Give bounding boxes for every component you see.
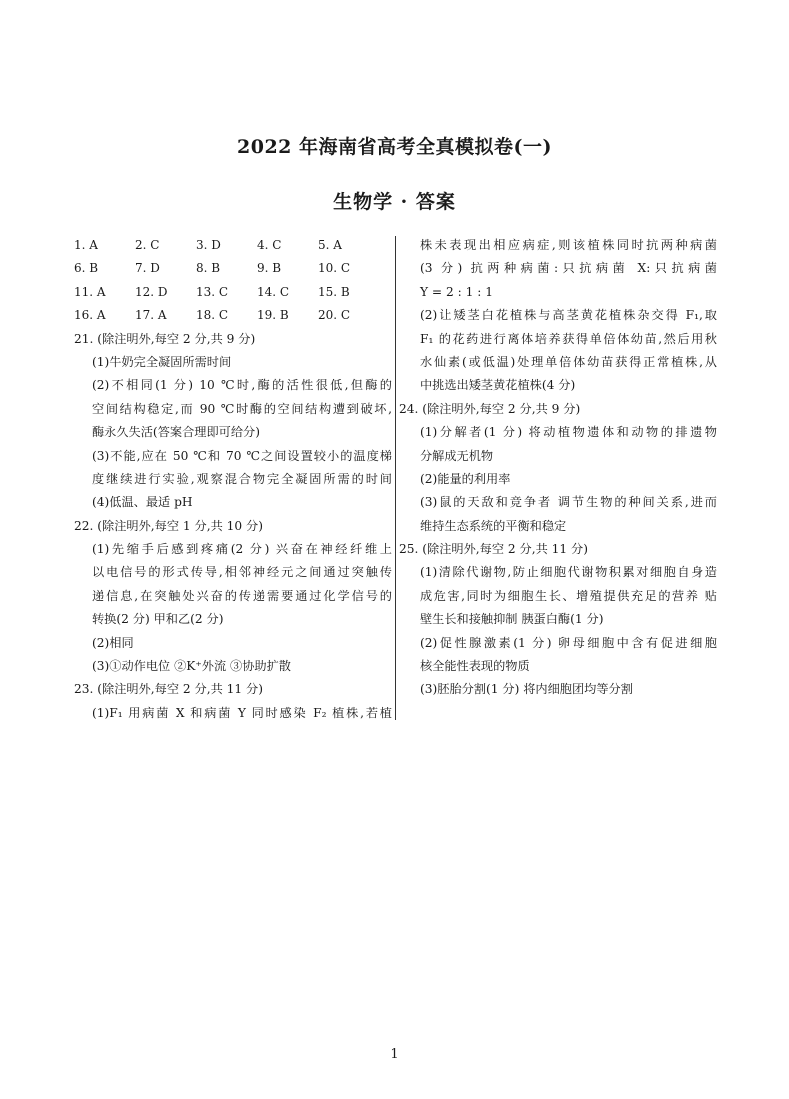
answer-line: (1)清除代谢物,防止细胞代谢物积累对细胞自身造	[420, 565, 717, 580]
mc-answer: 6. B	[74, 261, 99, 276]
answer-line: Y = 2 : 1 : 1	[420, 284, 493, 299]
answer-line: (3 分) 抗两种病菌:只抗病菌 X:只抗病菌	[420, 261, 717, 276]
answer-line: (3)①动作电位 ②K⁺外流 ③协助扩散	[92, 659, 291, 674]
answer-line: 中挑选出矮茎黄花植株(4 分)	[420, 378, 576, 393]
mc-answer: 5. A	[318, 238, 342, 252]
answer-line: (1)牛奶完全凝固所需时间	[92, 354, 232, 369]
answer-line: 核全能性表现的物质	[420, 659, 530, 674]
answer-line: (3)鼠的天敌和竞争者 调节生物的种间关系,进而	[420, 495, 717, 510]
column-divider	[395, 236, 396, 720]
q25-header: 25. (除注明外,每空 2 分,共 11 分)	[399, 542, 588, 557]
q24-header: 24. (除注明外,每空 2 分,共 9 分)	[399, 401, 581, 416]
answer-line: 以电信号的形式传导,相邻神经元之间通过突触传	[92, 565, 392, 580]
right-column	[399, 234, 717, 702]
mc-answer: 9. B	[257, 261, 282, 276]
answer-line: 株未表现出相应病症,则该植株同时抗两种病菌	[420, 238, 717, 252]
multiple-choice-answers	[74, 234, 392, 328]
mc-answer: 11. A	[74, 284, 106, 299]
answer-line: 度继续进行实验,观察混合物完全凝固所需的时间	[92, 471, 392, 486]
answer-line: (1)F₁ 用病菌 X 和病菌 Y 同时感染 F₂ 植株,若植	[92, 705, 392, 720]
answer-line: (2)能量的利用率	[420, 471, 511, 486]
q22-header: 22. (除注明外,每空 1 分,共 10 分)	[74, 518, 263, 533]
answer-line: (1)分解者(1 分) 将动植物遗体和动物的排遗物	[420, 425, 717, 440]
answer-line: 递信息,在突触处兴奋的传递需要通过化学信号的	[92, 588, 392, 603]
answer-line: (2)让矮茎白花植株与高茎黄花植株杂交得 F₁,取	[420, 308, 717, 323]
mc-answer: 12. D	[135, 284, 168, 299]
answer-line: (1)先缩手后感到疼痛(2 分) 兴奋在神经纤维上	[92, 542, 392, 557]
answer-line: (3)胚胎分割(1 分) 将内细胞团均等分割	[420, 682, 633, 697]
answer-line: 酶永久失活(答案合理即可给分)	[92, 425, 260, 440]
mc-answer: 15. B	[318, 284, 350, 299]
mc-answer: 10. C	[318, 261, 351, 276]
page-title: 2022 年海南省高考全真模拟卷(一)	[237, 136, 552, 158]
answer-line: (4)低温、最适 pH	[92, 495, 193, 510]
answer-line: F₁ 的花药进行离体培养获得单倍体幼苗,然后用秋	[420, 331, 717, 346]
mc-answer: 19. B	[257, 308, 289, 323]
q23-header: 23. (除注明外,每空 2 分,共 11 分)	[74, 682, 263, 697]
mc-answer: 2. C	[135, 238, 160, 252]
mc-answer: 8. B	[196, 261, 221, 276]
answer-line: 分解成无机物	[420, 448, 494, 463]
answer-line: 空间结构稳定,而 90 ℃时酶的空间结构遭到破坏,	[92, 401, 392, 416]
mc-answer: 13. C	[196, 284, 229, 299]
mc-answer: 17. A	[135, 308, 167, 323]
answer-line: 壁生长和接触抑制 胰蛋白酶(1 分)	[420, 612, 604, 627]
answer-line: (2)促性腺激素(1 分) 卵母细胞中含有促进细胞	[420, 635, 717, 650]
mc-answer: 18. C	[196, 308, 229, 323]
answer-line: (2)相同	[92, 635, 134, 650]
answer-line: 水仙素(或低温)处理单倍体幼苗获得正常植株,从	[420, 354, 717, 369]
answer-line: (2)不相同(1 分) 10 ℃时,酶的活性很低,但酶的	[92, 378, 392, 393]
page-subtitle: 生物学 · 答案	[333, 191, 456, 213]
page-number: 1	[390, 1047, 399, 1062]
mc-answer: 1. A	[74, 238, 98, 252]
answer-line: 维持生态系统的平衡和稳定	[420, 518, 567, 533]
answer-line: 转换(2 分) 甲和乙(2 分)	[92, 612, 224, 627]
mc-answer: 3. D	[196, 238, 221, 252]
left-column	[74, 234, 392, 725]
answer-line: (3)不能,应在 50 ℃和 70 ℃之间设置较小的温度梯	[92, 448, 392, 463]
mc-answer: 7. D	[135, 261, 160, 276]
mc-answer: 14. C	[257, 284, 290, 299]
mc-answer: 4. C	[257, 238, 282, 252]
q21-header: 21. (除注明外,每空 2 分,共 9 分)	[74, 331, 256, 346]
answer-line: 成危害,同时为细胞生长、增殖提供充足的营养 贴	[420, 588, 717, 603]
mc-answer: 16. A	[74, 308, 106, 323]
mc-answer: 20. C	[318, 308, 351, 323]
